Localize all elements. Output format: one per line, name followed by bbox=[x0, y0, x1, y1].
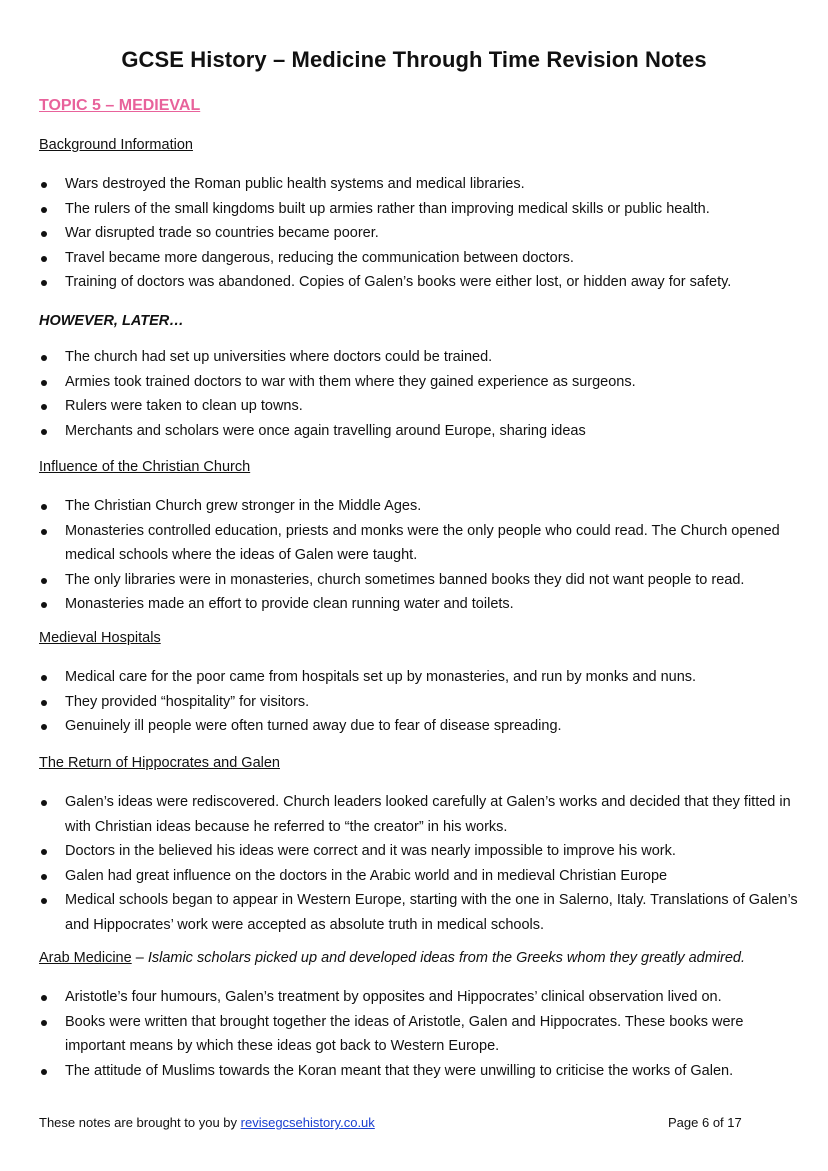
list-item: Rulers were taken to clean up towns. bbox=[39, 394, 799, 419]
list-item: The rulers of the small kingdoms built up armies rather than improving medical skills or public health. bbox=[39, 197, 799, 222]
section-heading-arab bbox=[39, 950, 745, 966]
footer-prefix: These notes are brought to you by bbox=[39, 1115, 241, 1130]
list-item: The Christian Church grew stronger in the Middle Ages. bbox=[39, 494, 799, 519]
section-heading-background: Background Information bbox=[39, 137, 193, 153]
page-title: GCSE History – Medicine Through Time Revision Notes bbox=[121, 47, 707, 72]
list-item: The church had set up universities where doctors could be trained. bbox=[39, 345, 799, 370]
list-item: They provided “hospitality” for visitors. bbox=[39, 690, 799, 715]
list-item: Doctors in the believed his ideas were correct and it was nearly impossible to improve his work. bbox=[39, 839, 799, 864]
footer-link[interactable]: revisegcsehistory.co.uk bbox=[240, 1115, 375, 1130]
background-list bbox=[39, 172, 799, 295]
list-item: War disrupted trade so countries became poorer. bbox=[39, 221, 799, 246]
section-heading-church: Influence of the Christian Church bbox=[39, 459, 251, 475]
topic-heading: TOPIC 5 – MEDIEVAL bbox=[39, 97, 201, 114]
section-heading-later: HOWEVER, LATER… bbox=[39, 313, 184, 329]
section-heading-return: The Return of Hippocrates and Galen bbox=[39, 755, 280, 771]
list-item: Books were written that brought together the ideas of Aristotle, Galen and Hippocrates. These books were important means by which these ideas got back to Western Europe. bbox=[39, 1010, 799, 1059]
list-item: Monasteries controlled education, priests and monks were the only people who could read. The Church opened medical schools where the ideas of Galen were taught. bbox=[39, 519, 799, 568]
return-list bbox=[39, 790, 799, 937]
list-item: The attitude of Muslims towards the Koran meant that they were unwilling to criticise the works of Galen. bbox=[39, 1059, 799, 1084]
list-item: Medical schools began to appear in Western Europe, starting with the one in Salerno, Italy. Translations of Galen’s and Hippocrates’ work were accepted as absolute truth in medical schools. bbox=[39, 888, 799, 937]
list-item: Galen’s ideas were rediscovered. Church leaders looked carefully at Galen’s works and decided that they fitted in with Christian ideas because he referred to “the creator” in his works. bbox=[39, 790, 799, 839]
footer-credit bbox=[39, 1115, 375, 1130]
later-list bbox=[39, 345, 799, 443]
list-item: Aristotle’s four humours, Galen’s treatment by opposites and Hippocrates’ clinical observation lived on. bbox=[39, 985, 799, 1010]
list-item: Training of doctors was abandoned. Copies of Galen’s books were either lost, or hidden away for safety. bbox=[39, 270, 799, 295]
list-item: Merchants and scholars were once again travelling around Europe, sharing ideas bbox=[39, 419, 799, 444]
arab-heading-separator: – bbox=[131, 950, 148, 966]
hospitals-list bbox=[39, 665, 799, 739]
church-list bbox=[39, 494, 799, 617]
arab-heading-subtitle: Islamic scholars picked up and developed ideas from the Greeks whom they greatly admired. bbox=[147, 950, 746, 966]
arab-heading-label: Arab Medicine bbox=[39, 950, 132, 966]
list-item: Armies took trained doctors to war with them where they gained experience as surgeons. bbox=[39, 370, 799, 395]
list-item: Monasteries made an effort to provide clean running water and toilets. bbox=[39, 592, 799, 617]
list-item: Galen had great influence on the doctors in the Arabic world and in medieval Christian Europe bbox=[39, 864, 799, 889]
list-item: Travel became more dangerous, reducing the communication between doctors. bbox=[39, 246, 799, 271]
arab-list bbox=[39, 985, 799, 1083]
list-item: The only libraries were in monasteries, church sometimes banned books they did not want people to read. bbox=[39, 568, 799, 593]
list-item: Wars destroyed the Roman public health systems and medical libraries. bbox=[39, 172, 799, 197]
page-number: Page 6 of 17 bbox=[668, 1115, 742, 1130]
list-item: Genuinely ill people were often turned away due to fear of disease spreading. bbox=[39, 714, 799, 739]
list-item: Medical care for the poor came from hospitals set up by monasteries, and run by monks and nuns. bbox=[39, 665, 799, 690]
section-heading-hospitals: Medieval Hospitals bbox=[39, 630, 161, 646]
